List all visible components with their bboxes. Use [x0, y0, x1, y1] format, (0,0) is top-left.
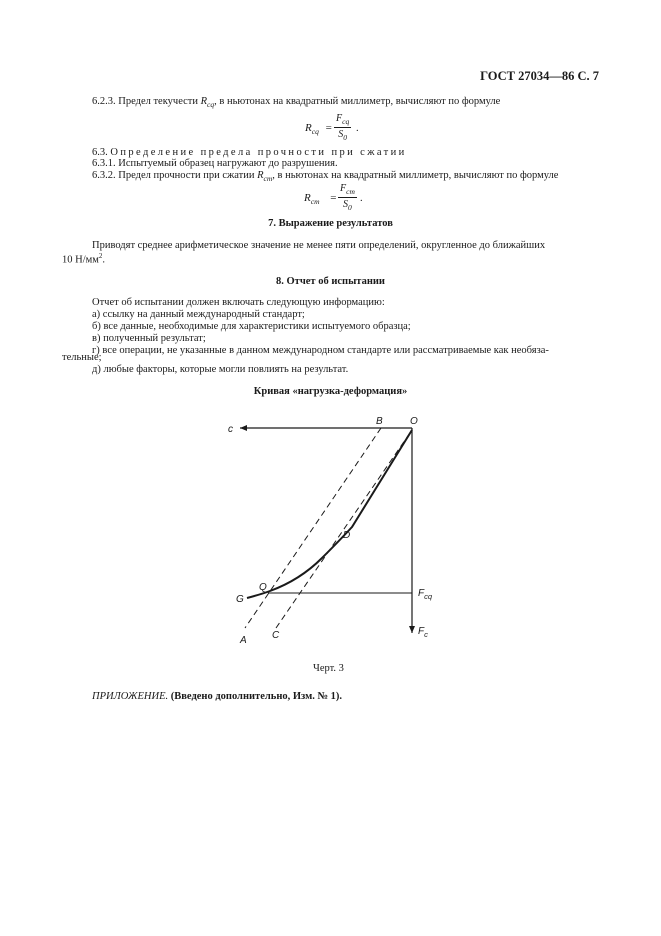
paragraph-6-3-2: 6.3.2. Предел прочности при сжатии $R_{cm}$, в ньютонах на квадратный миллиметр, вычисляют по формуле	[92, 170, 559, 184]
label-fcq: $F_{cq}$	[418, 588, 433, 601]
list-item-d: д) любые факторы, которые могли повлиять на результат.	[92, 364, 349, 375]
label-o: O	[410, 416, 418, 427]
label-b: B	[376, 416, 383, 427]
label-d: D	[343, 530, 351, 541]
appendix-note: ПРИЛОЖЕНИЕ. (Введено дополнительно, Изм. № 1).	[92, 691, 343, 702]
label-g: G	[236, 594, 244, 605]
list-item-g: г) все операции, не указанные в данном международном стандарте или рассматриваемые как необяза-	[92, 345, 549, 356]
section-8-heading: 8. Отчет об испытании	[276, 276, 385, 287]
section-7-line-2: 10 $Н/мм^2$.	[62, 252, 106, 266]
list-item-g-cont: тельные;	[62, 352, 102, 363]
page-header: ГОСТ 27034—86 С. 7	[480, 69, 599, 83]
dashed-line-ba	[245, 428, 381, 628]
formula-yield-end: .	[356, 123, 359, 134]
symbol-r-cm: $R_{cm}$	[257, 170, 273, 184]
heading-6-3: 6.3. Определение предела прочности при сжатии	[92, 147, 407, 158]
paragraph-6-2-3: 6.2.3. Предел текучести $R_{cq}$, в ньютонах на квадратный миллиметр, вычисляют по формуле	[92, 96, 501, 110]
list-item-a: а) ссылку на данный международный стандарт;	[92, 309, 305, 320]
section-8-intro: Отчет об испытании должен включать следующую информацию:	[92, 297, 385, 308]
figure-caption: Черт. 3	[313, 663, 344, 674]
paragraph-6-3-1: 6.3.1. Испытуемый образец нагружают до разрушения.	[92, 158, 338, 169]
label-a: A	[240, 635, 247, 646]
section-7-heading: 7. Выражение результатов	[268, 218, 393, 229]
label-c: c	[228, 424, 233, 435]
section-7-line-1: Приводят среднее арифметическое значение не менее пяти определений, округленное до ближайших	[92, 240, 546, 251]
list-item-v: в) полученный результат;	[92, 333, 206, 344]
symbol-r-cq: $R_{cq}$	[200, 96, 215, 110]
label-c-upper: C	[272, 630, 280, 641]
formula-strength-fraction: $F_{cm}$ $S_0$	[340, 183, 355, 212]
list-item-b: б) все данные, необходимые для характеристики испытуемого образца;	[92, 321, 411, 332]
formula-strength-lhs: $R_{cm}$ =	[304, 192, 337, 207]
dashed-line-cq	[276, 430, 412, 628]
label-fc: $F_c$	[418, 626, 428, 639]
label-q: Q	[259, 582, 267, 593]
formula-yield-fraction: $F_{cq}$ $S_0$	[336, 113, 350, 142]
load-deformation-curve	[247, 430, 412, 598]
formula-yield-lhs: $R_{cq}$ =	[305, 122, 332, 137]
formula-strength-end: .	[360, 193, 363, 204]
figure-title: Кривая «нагрузка-деформация»	[253, 386, 408, 397]
